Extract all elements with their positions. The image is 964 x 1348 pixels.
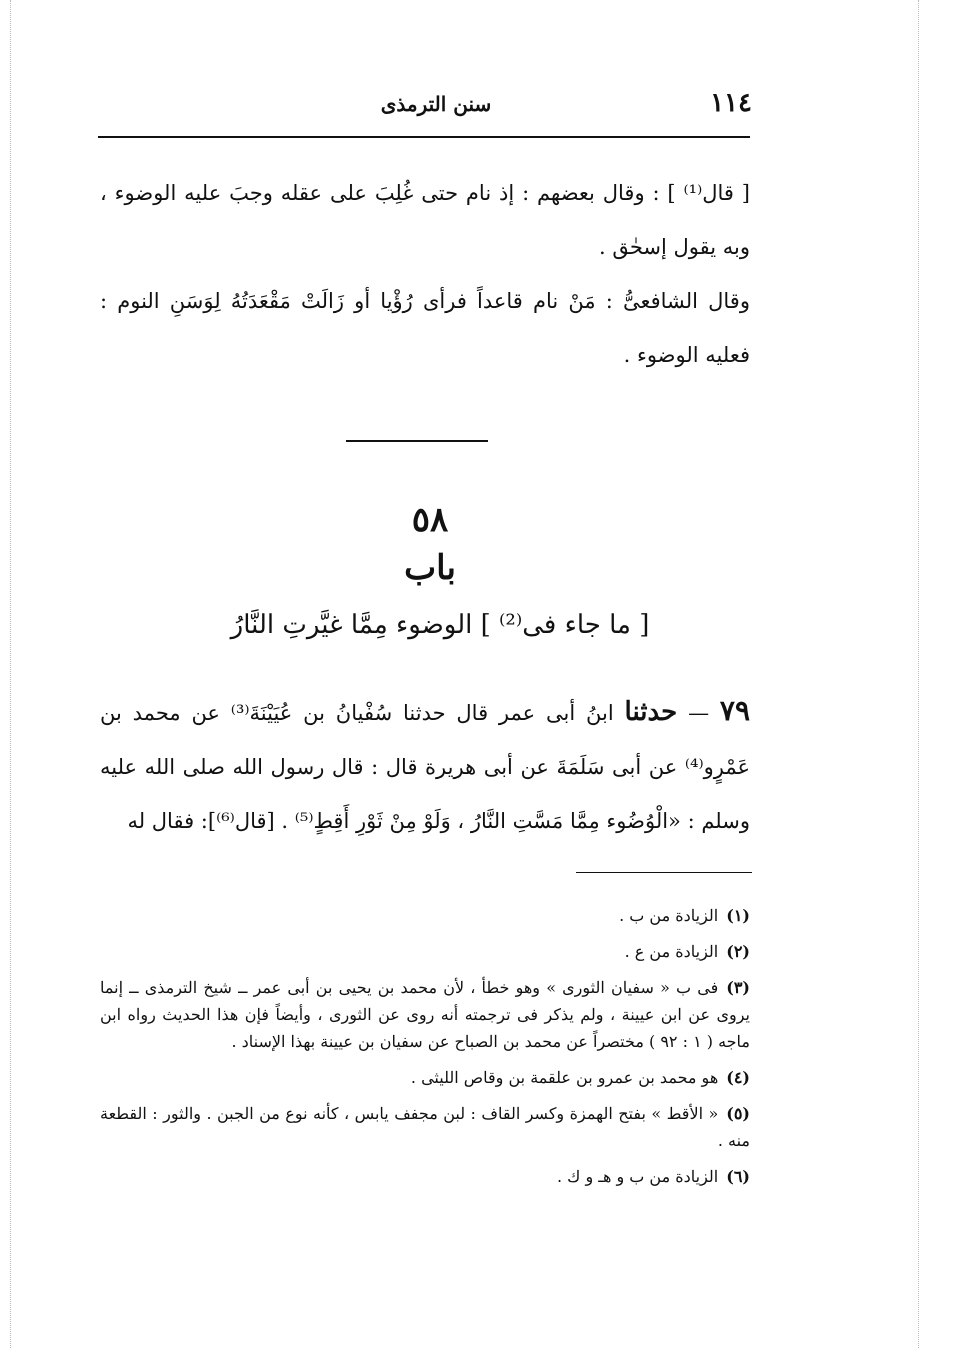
page-number: ١١٤ — [710, 88, 752, 118]
chapter-label: باب — [404, 548, 456, 588]
footnote-number: (٤) — [726, 1068, 750, 1087]
hadith-heading: حدثنا — [624, 697, 678, 727]
footnote-number: (١) — [726, 906, 750, 925]
footnote — [100, 1064, 750, 1091]
book-title: سنن الترمذى — [380, 92, 492, 116]
footnote-text: الزيادة من ع . — [624, 942, 719, 961]
footnote-number: (٦) — [726, 1167, 750, 1186]
section-divider — [346, 440, 488, 442]
chapter-title: [ ما جاء فى⁽²⁾ ] الوضوء مِمَّا غيَّرتِ النَّارُ — [230, 610, 650, 640]
footnote — [100, 902, 750, 929]
hadith-body: ابنُ أبى عمر قال حدثنا سُفْيانُ بن عُيَيْنَةَ⁽³⁾ عن محمد بن عَمْرٍو⁽⁴⁾ عن أبى سَلَمَةَ عن أبى هريرة قال : قال رسول الله صلى الله عليه وسلم : «الْوُضُوء مِمَّا مَسَّتِ النَّارُ ، وَلَوْ مِنْ ثَوْرِ أَقِطٍ⁽⁵⁾ . [قال⁽⁶⁾]: فقال له — [100, 701, 750, 833]
footnote-text: هو محمد بن عمرو بن علقمة بن وقاص الليثى . — [410, 1068, 719, 1087]
footnote-number: (٢) — [726, 942, 750, 961]
footnote-rule — [576, 872, 752, 873]
header-rule — [98, 136, 750, 138]
footnotes — [100, 902, 750, 1199]
footnote — [100, 1100, 750, 1154]
paragraph-1: [ قال⁽¹⁾ ] : وقال بعضهم : إذ نام حتى غُلِبَ على عقله وجبَ عليه الوضوء ، وبه يقول إسحٰق . — [100, 181, 750, 259]
chapter-number: ٥٨ — [411, 500, 449, 540]
hadith-number: ٧٩ — [719, 694, 750, 727]
hadith-text — [100, 684, 750, 848]
paragraph-2: وقال الشافعىُّ : مَنْ نام قاعداً فرأى رُؤْيا أو زَالَتْ مَقْعَدَتُهُ لِوَسَنِ النوم : فعليه الوضوء . — [100, 289, 750, 367]
scan-margin-left — [10, 0, 11, 1348]
footnote-text: فى ب « سفيان الثورى » وهو خطأ ، لأن محمد بن يحيى بن أبى عمر ــ شيخ الترمذى ــ إنما يروى عن ابن عيينة ، ولم يذكر فى ترجمته أنه روى عن الثورى ، وأيضاً فإن هذا الحديث رواه ابن ماجه ( ١ : ٩٢ ) مختصراً عن محمد بن الصباح عن سفيان بن عيينة بهذا الإسناد . — [100, 978, 750, 1051]
footnote — [100, 974, 750, 1055]
footnote — [100, 938, 750, 965]
footnote-text: « الأقط » بفتح الهمزة وكسر القاف : لبن مجفف يابس ، كأنه نوع من الجبن . والثور : القطعة منه . — [100, 1104, 750, 1150]
page-header — [96, 88, 752, 128]
hadith-dash: — — [688, 701, 710, 725]
footnote-text: الزيادة من ب . — [619, 906, 719, 925]
footnote — [100, 1163, 750, 1190]
footnote-number: (٣) — [726, 978, 750, 997]
footnote-text: الزيادة من ب و هـ و ك . — [557, 1167, 719, 1186]
footnote-number: (٥) — [726, 1104, 750, 1123]
scan-margin-right — [918, 0, 919, 1348]
